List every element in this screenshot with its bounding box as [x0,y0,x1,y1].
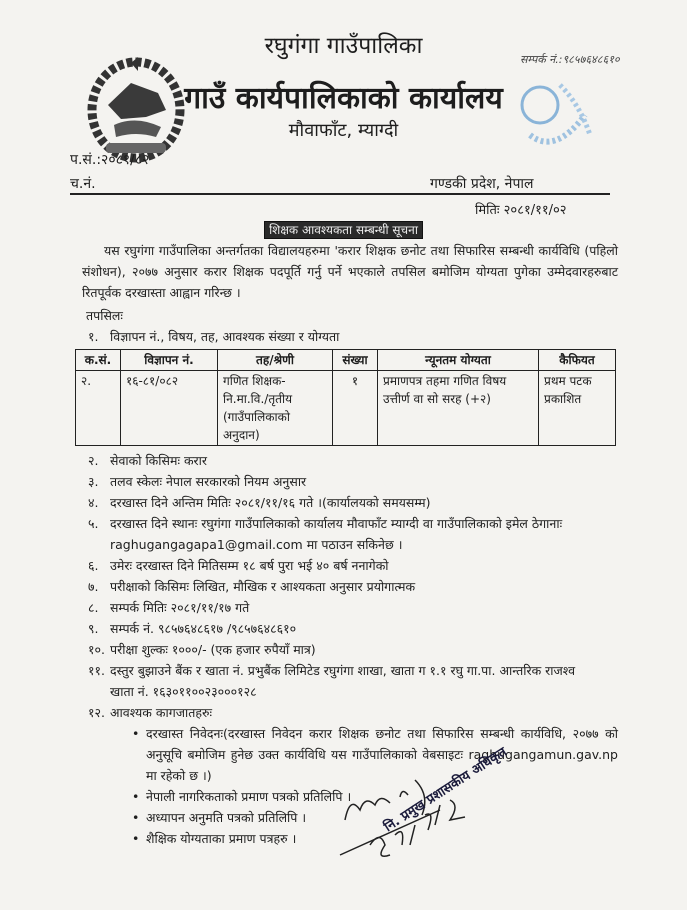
table-cell: गणित शिक्षक-नि.मा.वि./तृतीय (गाउँपालिकाको अनुदान) [218,371,333,446]
list-item: ३. तलव स्केलः नेपाल सरकारको नियम अनुसार [88,474,307,489]
list-item: १०. परीक्षा शुल्कः १०००/- (एक हजार रुपैयाँ मात्र) [88,642,316,657]
list-item-continuation: खाता नं. १६३०११००२३०००१२८ [110,684,257,699]
office-address: मौवाफाँट, म्याग्दी [288,120,399,141]
column-header: न्यूनतम योग्यता [378,350,539,371]
column-header: क.सं. [76,350,121,371]
province: गण्डकी प्रदेश, नेपाल [430,176,534,192]
details-label: तपसिलः [86,308,123,323]
document-item: • शैक्षिक योग्यताका प्रमाण पत्रहरु । [146,828,618,849]
document-item: • अध्यापन अनुमति पत्रको प्रतिलिपि । [146,807,618,828]
list-item: ६. उमेरः दरखास्त दिने मितिसम्म १८ बर्ष पुरा भई ४० बर्ष ननागेको [88,558,389,573]
table-cell: प्रथम पटक प्रकाशित [539,371,616,446]
list-item: ९. सम्पर्क नं. ९८५७६४८६१७ /९८५७६४८६१० [88,621,297,636]
notice-body [78,240,618,849]
header-divider [70,193,610,195]
list-item: ८. सम्पर्क मितिः २०८१/११/१७ गते [88,600,250,615]
vacancy-table [75,349,616,446]
reference-number: प.सं.:२०८१/८२ [70,152,150,168]
notice-title: शिक्षक आवश्यकता सम्बन्धी सूचना [0,219,687,238]
list-item: ११. दस्तुर बुझाउने बैंक र खाता नं. प्रभुबैंक लिमिटेड रघुगंगा शाखा, खाता ग १.१ रघु गा.पा. आन्तरिक राजश्व खाता नं. १६३०११००२३०००१२८ [88,660,618,702]
list-item: ७. परीक्षाको किसिमः लिखित, मौखिक र आश्यकता अनुसार प्रयोगात्मक [88,579,416,594]
intro-paragraph: यस रघुगंगा गाउँपालिका अन्तर्गतका विद्यालयहरुमा 'करार शिक्षक छनोट तथा सिफारिस सम्बन्धी कार्यविधि (पहिलो संशोधन), २०७७ अनुसार करार शिक्षक पदपूर्ति गर्नु पर्ने भएकाले तपसिल बमोजिम योग्यता पुगेका उम्मेदवारहरुबाट रितपूर्वक दरखास्ता आह्वान गरिन्छ । [82,243,618,300]
table-cell: २. [76,371,121,446]
table-row [76,371,616,446]
list-item: २. सेवाको किसिमः करार [88,453,208,468]
list-item: ५. दरखास्त दिने स्थानः रघुगंगा गाउँपालिकाको कार्यालय मौवाफाँट म्याग्दी वा गाउँपालिकाको इमेल ठेगानाः raghugangagapa1@gmail.com मा पठाउन सकिनेछ । [88,513,618,555]
list-item-continuation: raghugangagapa1@gmail.com मा पठाउन सकिनेछ । [110,537,403,552]
column-header: तह/श्रेणी [218,350,333,371]
officer-stamp: नि. प्रमुख प्रशासकीय अधिकृत [381,744,510,836]
dispatch-number: च.नं. [70,176,96,192]
column-header: संख्या [333,350,378,371]
table-cell: प्रमाणपत्र तहमा गणित विषय उत्तीर्ण वा सो सरह (+२) [378,371,539,446]
issue-date: मितिः २०८१/११/०२ [475,203,567,218]
column-header: कैफियत [539,350,616,371]
list-item: ४. दरखास्त दिने अन्तिम मितिः २०८१/११/१६ गते ।(कार्यालयको समयसम्म) [88,495,431,510]
office-name: गाउँ कार्यपालिकाको कार्यालय [184,81,503,116]
table-cell: १ [333,371,378,446]
table-cell: १६-८१/०८२ [121,371,218,446]
contact-number: सम्पर्क नं.:९८५७६४८६१० [520,53,620,66]
list-item: १. विज्ञापन नं., विषय, तह, आवश्यक संख्या र योग्यता [88,329,340,344]
document-item: • नेपाली नागरिकताको प्रमाण पत्रको प्रतिलिपि । [146,786,618,807]
municipality-name: रघुगंगा गाउँपालिका [264,33,423,59]
column-header: विज्ञापन नं. [121,350,218,371]
requirements-list [78,450,618,723]
document-item: • दरखास्त निवेदनः(दरखास्त निवेदन करार शिक्षक छनोट तथा सिफारिस सम्बन्धी कार्यविधि, २०७७ को अनुसूचि बमोजिम हुनेछ उक्त कार्यविधि यस गाउँपालिकाको वेबसाइटः raghugangamun.gav.np मा रहेको छ ।) [146,723,618,786]
list-item: १२. आवश्यक कागजातहरुः [88,705,213,720]
office-seal-icon [510,75,600,165]
table-header-row [76,350,616,371]
